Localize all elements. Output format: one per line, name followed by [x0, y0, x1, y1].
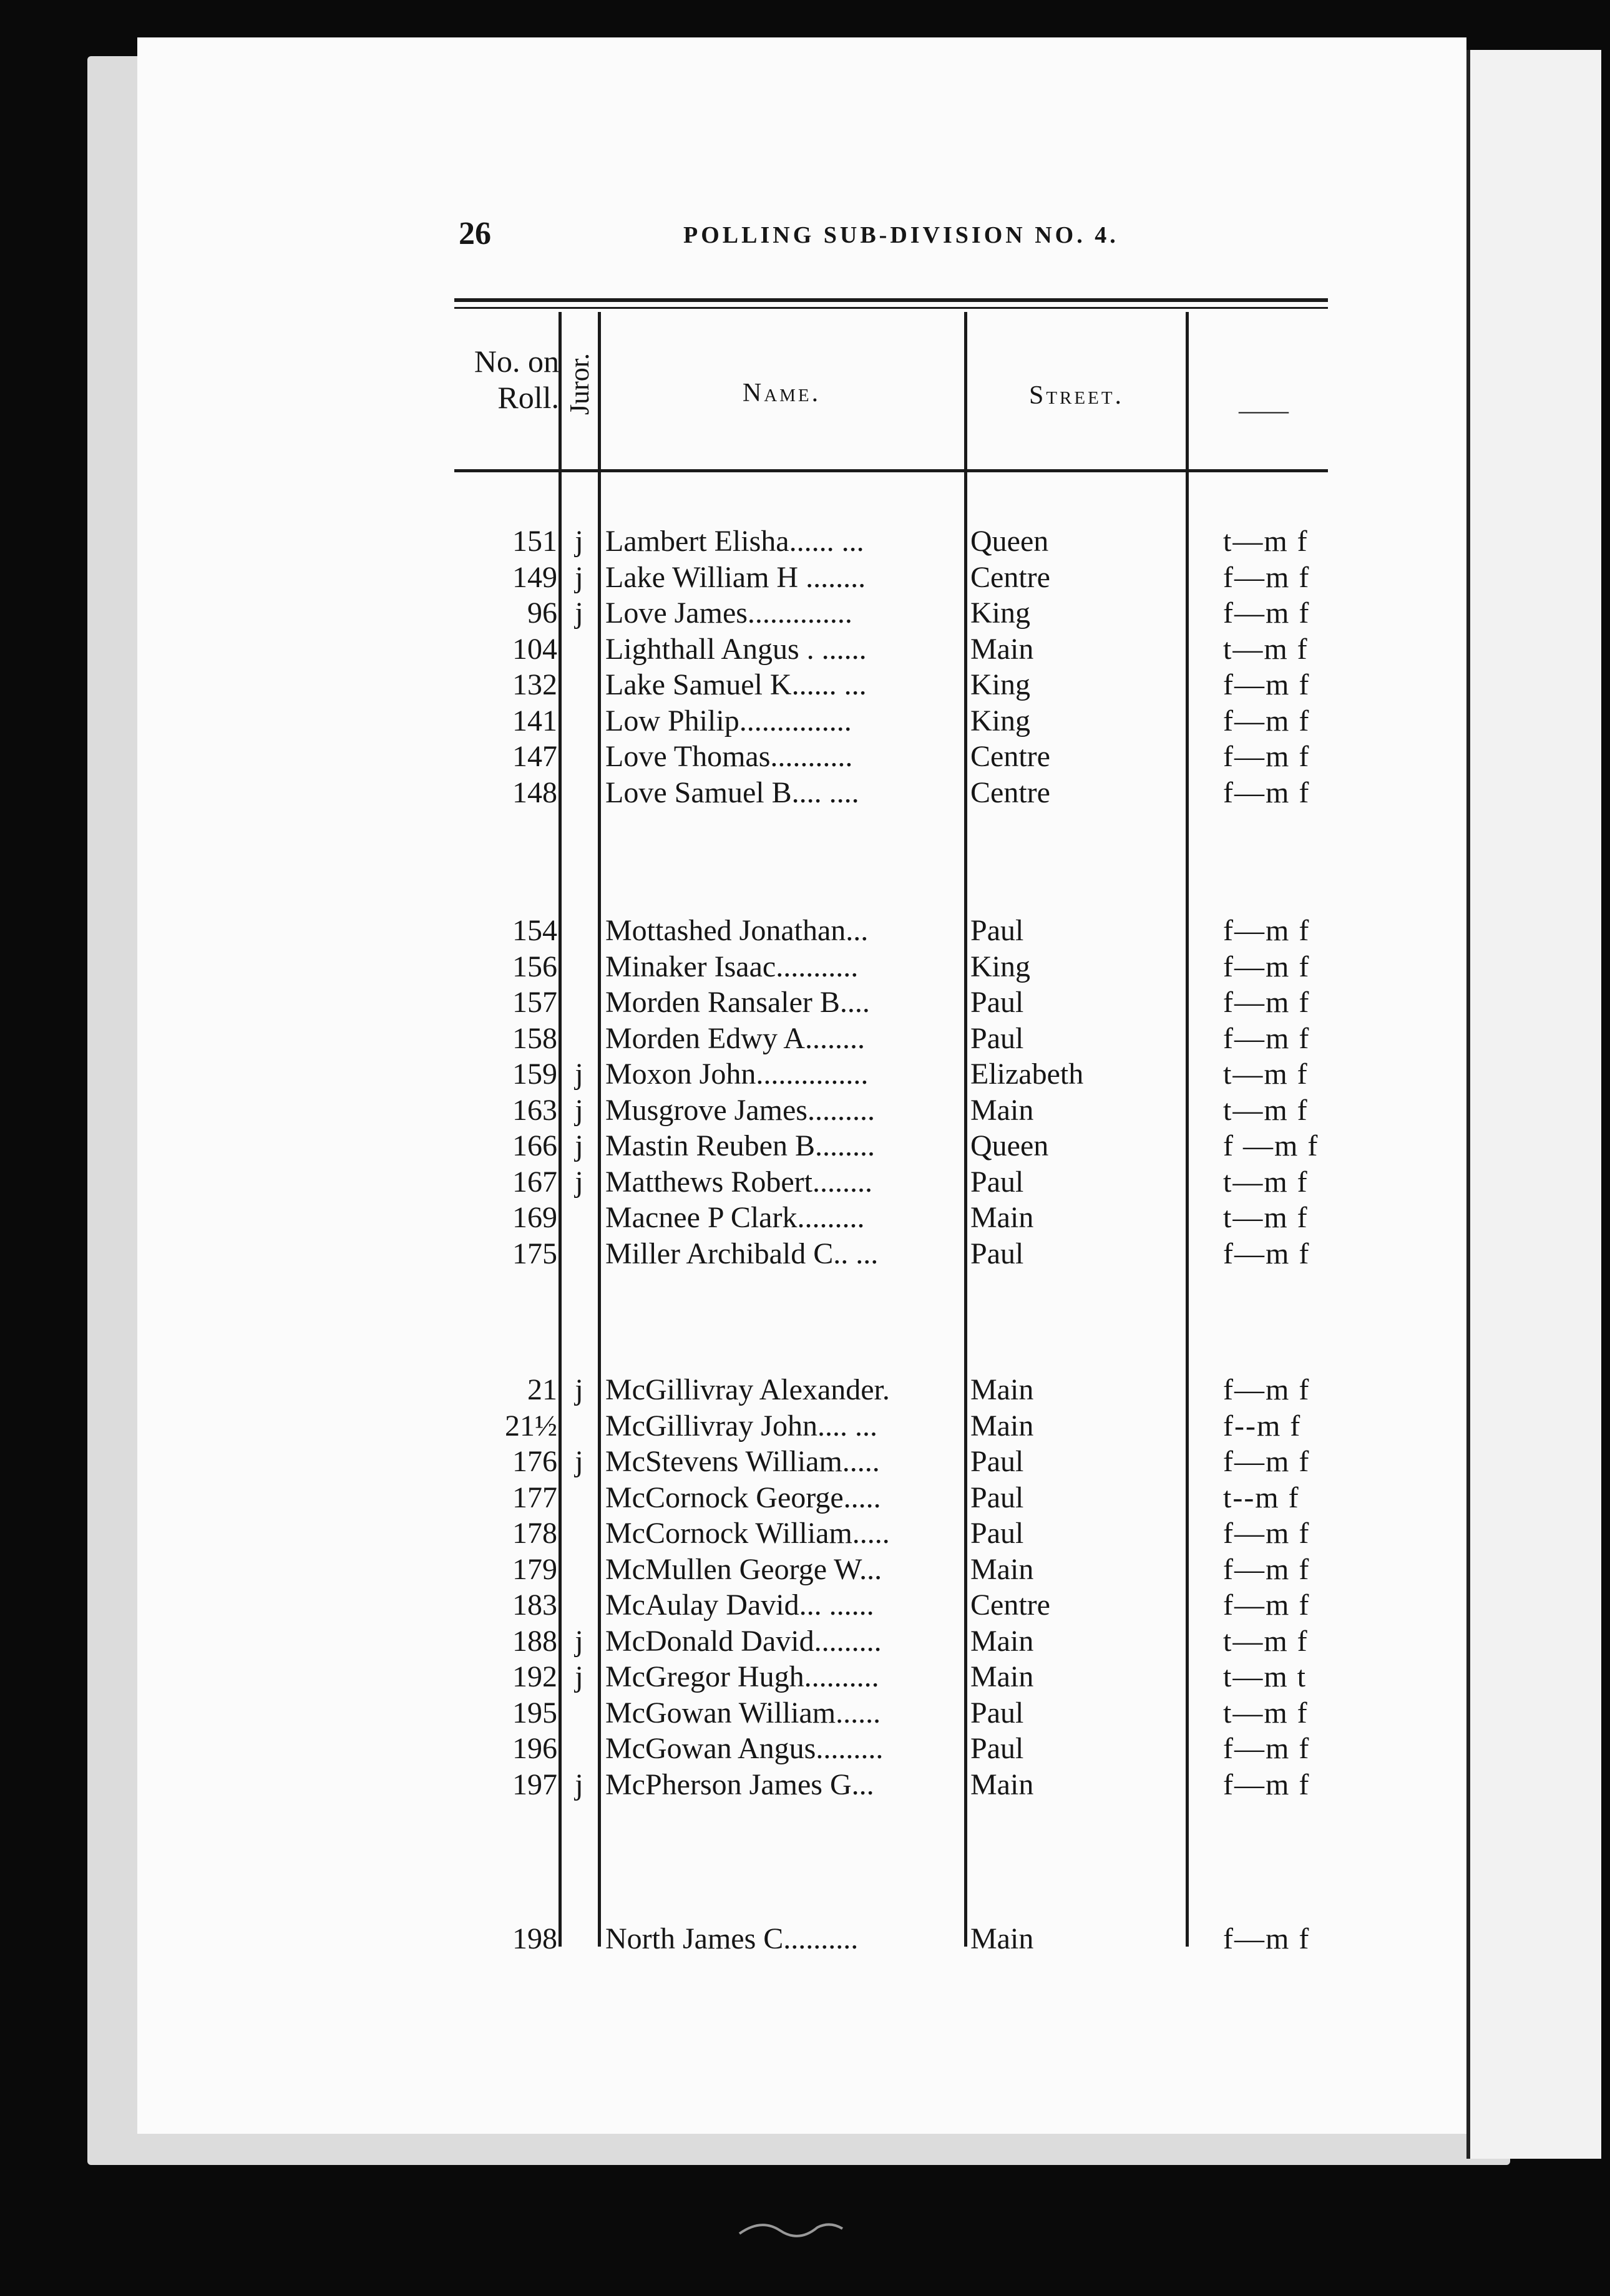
juror-mark: j: [575, 560, 583, 594]
voter-name: Matthews Robert........: [605, 1165, 872, 1199]
table-row: [0, 596, 1610, 631]
status-code: f—m f: [1223, 1445, 1310, 1478]
table-row: [0, 1021, 1610, 1056]
status-code: t--m f: [1223, 1481, 1300, 1514]
status-code: f—m f: [1223, 986, 1310, 1019]
status-code: f—m f: [1223, 740, 1310, 773]
status-code: t—m f: [1223, 1696, 1309, 1729]
street-name: Centre: [970, 740, 1050, 773]
status-code: t—m f: [1223, 525, 1309, 558]
status-code: f—m f: [1223, 668, 1310, 701]
voter-name: Love Thomas...........: [605, 740, 853, 773]
table-row: [0, 1768, 1610, 1802]
roll-number: 179: [512, 1552, 557, 1586]
roll-number: 198: [512, 1922, 557, 1955]
roll-number: 167: [512, 1165, 557, 1199]
voter-name: Lighthall Angus . ......: [605, 632, 867, 666]
pencil-mark: [736, 2215, 849, 2240]
voter-name: McGillivray Alexander.: [605, 1373, 890, 1406]
roll-number: 178: [512, 1517, 557, 1550]
table-row: [0, 985, 1610, 1020]
voter-name: McDonald David.........: [605, 1624, 882, 1658]
roll-number: 197: [512, 1768, 557, 1801]
status-code: f—m f: [1223, 596, 1310, 630]
running-title: POLLING SUB-DIVISION NO. 4.: [683, 222, 1119, 248]
street-name: Main: [970, 1624, 1034, 1658]
roll-number: 104: [512, 632, 557, 666]
roll-number: 157: [512, 986, 557, 1019]
street-name: Paul: [970, 986, 1024, 1019]
street-name: Paul: [970, 1165, 1024, 1199]
status-code: f—m f: [1223, 1021, 1310, 1055]
voter-name: McGillivray John.... ...: [605, 1409, 877, 1442]
table-row: [0, 776, 1610, 810]
voter-name: McMullen George W...: [605, 1552, 882, 1586]
juror-mark: j: [575, 1093, 583, 1127]
table-row: [0, 913, 1610, 948]
street-name: Main: [970, 1660, 1034, 1693]
voter-name: Lake William H ........: [605, 560, 866, 594]
status-code: f —m f: [1223, 1129, 1319, 1162]
voter-name: McGowan Angus.........: [605, 1732, 884, 1765]
roll-number: 183: [512, 1588, 557, 1622]
voter-name: North James C..........: [605, 1922, 859, 1955]
street-name: Main: [970, 1093, 1034, 1127]
voter-name: McAulay David... ......: [605, 1588, 874, 1622]
roll-number: 21½: [505, 1409, 557, 1442]
table-row: [0, 1696, 1610, 1731]
roll-number: 141: [512, 704, 557, 737]
roll-number: 196: [512, 1732, 557, 1765]
table-row: [0, 1481, 1610, 1515]
header-roll: No. on Roll.: [474, 344, 559, 415]
table-row: [0, 1057, 1610, 1092]
street-name: Main: [970, 1201, 1034, 1234]
status-code: f—m f: [1223, 1768, 1310, 1801]
status-code: f—m f: [1223, 1237, 1310, 1270]
street-name: Paul: [970, 1021, 1024, 1055]
table-row: [0, 1516, 1610, 1551]
street-name: Main: [970, 1922, 1034, 1955]
voter-name: McPherson James G...: [605, 1768, 874, 1801]
table-row: [0, 1922, 1610, 1957]
street-name: King: [970, 668, 1030, 701]
roll-number: 177: [512, 1481, 557, 1514]
page-number: 26: [459, 216, 491, 251]
status-code: t—m t: [1223, 1660, 1307, 1693]
voter-name: Miller Archibald C.. ...: [605, 1237, 879, 1270]
table-row: [0, 1200, 1610, 1235]
voter-name: Lambert Elisha...... ...: [605, 525, 864, 558]
roll-number: 192: [512, 1660, 557, 1693]
table-row: [0, 704, 1610, 739]
roll-number: 166: [512, 1129, 557, 1162]
street-name: King: [970, 950, 1030, 983]
roll-number: 195: [512, 1696, 557, 1729]
table-row: [0, 1237, 1610, 1272]
street-name: Main: [970, 632, 1034, 666]
street-name: Main: [970, 1552, 1034, 1586]
street-name: Centre: [970, 1588, 1050, 1622]
roll-number: 188: [512, 1624, 557, 1658]
juror-mark: j: [575, 1445, 583, 1478]
roll-number: 169: [512, 1201, 557, 1234]
roll-number: 163: [512, 1093, 557, 1127]
table-row: [0, 1624, 1610, 1659]
voter-name: Love Samuel B.... ....: [605, 776, 859, 809]
table-row: [0, 1731, 1610, 1766]
street-name: Paul: [970, 1696, 1024, 1729]
juror-mark: j: [575, 1165, 583, 1199]
street-name: Main: [970, 1768, 1034, 1801]
status-code: f—m f: [1223, 1922, 1310, 1955]
status-code: f--m f: [1223, 1409, 1302, 1442]
street-name: Paul: [970, 1237, 1024, 1270]
table-row: [0, 1552, 1610, 1587]
roll-number: 21: [527, 1373, 557, 1406]
roll-number: 148: [512, 776, 557, 809]
juror-mark: j: [575, 596, 583, 630]
table-row: [0, 1660, 1610, 1695]
voter-name: McGowan William......: [605, 1696, 881, 1729]
voter-name: Musgrove James.........: [605, 1093, 875, 1127]
table-row: [0, 524, 1610, 559]
voter-name: Low Philip...............: [605, 704, 852, 737]
roll-number: 147: [512, 740, 557, 773]
status-code: f—m f: [1223, 560, 1310, 594]
juror-mark: j: [575, 1058, 583, 1091]
voter-name: McCornock William.....: [605, 1517, 890, 1550]
street-name: Paul: [970, 1481, 1024, 1514]
street-name: King: [970, 704, 1030, 737]
voter-name: Lake Samuel K...... ...: [605, 668, 867, 701]
status-code: t—m f: [1223, 1201, 1309, 1234]
table-row: [0, 739, 1610, 774]
street-name: Main: [970, 1409, 1034, 1442]
voter-name: McCornock George.....: [605, 1481, 881, 1514]
juror-mark: j: [575, 1660, 583, 1693]
status-code: t—m f: [1223, 1093, 1309, 1127]
juror-mark: j: [575, 1129, 583, 1162]
street-name: Queen: [970, 1129, 1049, 1162]
table-row: [0, 1093, 1610, 1128]
street-name: Paul: [970, 914, 1024, 947]
status-code: f—m f: [1223, 914, 1310, 947]
status-code: t—m f: [1223, 1165, 1309, 1199]
roll-number: 158: [512, 1021, 557, 1055]
status-code: f—m f: [1223, 950, 1310, 983]
juror-mark: j: [575, 1768, 583, 1801]
voter-name: Minaker Isaac...........: [605, 950, 859, 983]
status-code: t—m f: [1223, 1624, 1309, 1658]
table-row: [0, 1588, 1610, 1623]
voter-name: McStevens William.....: [605, 1445, 880, 1478]
table-row: [0, 1409, 1610, 1444]
street-name: King: [970, 596, 1030, 630]
roll-number: 151: [512, 525, 557, 558]
table-row: [0, 1444, 1610, 1479]
street-name: Paul: [970, 1732, 1024, 1765]
table-row: [0, 950, 1610, 985]
street-name: Paul: [970, 1445, 1024, 1478]
street-name: Paul: [970, 1517, 1024, 1550]
table-row: [0, 1165, 1610, 1200]
roll-number: 156: [512, 950, 557, 983]
street-name: Elizabeth: [970, 1058, 1084, 1091]
voter-name: Morden Ransaler B....: [605, 986, 870, 1019]
roll-number: 132: [512, 668, 557, 701]
status-code: f—m f: [1223, 1588, 1310, 1622]
header-juror-label: Juror.: [564, 353, 595, 415]
street-name: Main: [970, 1373, 1034, 1406]
status-code: f—m f: [1223, 1373, 1310, 1406]
table-row: [0, 1373, 1610, 1408]
street-name: Centre: [970, 776, 1050, 809]
voter-name: McGregor Hugh..........: [605, 1660, 879, 1693]
voter-name: Mottashed Jonathan...: [605, 914, 869, 947]
roll-number: 96: [527, 596, 557, 630]
street-name: Centre: [970, 560, 1050, 594]
roll-number: 149: [512, 560, 557, 594]
table-row: [0, 1129, 1610, 1164]
voter-name: Macnee P Clark.........: [605, 1201, 865, 1234]
roll-number: 159: [512, 1058, 557, 1091]
header-name: Name.: [742, 379, 821, 407]
status-code: f—m f: [1223, 776, 1310, 809]
table-row: [0, 632, 1610, 667]
status-code: f—m f: [1223, 704, 1310, 737]
status-code: t—m f: [1223, 1058, 1309, 1091]
header-status: ——: [1239, 396, 1289, 424]
roll-number: 176: [512, 1445, 557, 1478]
street-name: Queen: [970, 525, 1049, 558]
status-code: t—m f: [1223, 632, 1309, 666]
juror-mark: j: [575, 1624, 583, 1658]
header-street: Street.: [1028, 381, 1125, 410]
voter-name: Mastin Reuben B........: [605, 1129, 875, 1162]
status-code: f—m f: [1223, 1517, 1310, 1550]
voter-name: Moxon John...............: [605, 1058, 869, 1091]
roll-number: 175: [512, 1237, 557, 1270]
voter-name: Morden Edwy A........: [605, 1021, 865, 1055]
juror-mark: j: [575, 525, 583, 558]
roll-number: 154: [512, 914, 557, 947]
status-code: f—m f: [1223, 1732, 1310, 1765]
table-row: [0, 560, 1610, 595]
table-row: [0, 668, 1610, 703]
voter-name: Love James..............: [605, 596, 852, 630]
status-code: f—m f: [1223, 1552, 1310, 1586]
juror-mark: j: [575, 1373, 583, 1406]
